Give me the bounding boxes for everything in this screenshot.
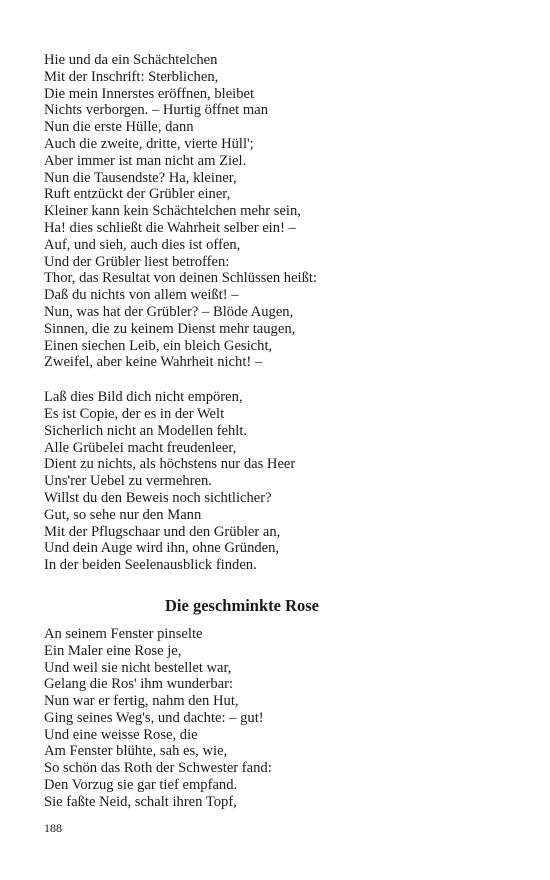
verse-line: So schön das Roth der Schwester fand: — [44, 760, 272, 777]
verse-line: Gelang die Ros' ihm wunderbar: — [44, 676, 234, 693]
verse-line: Dient zu nichts, als höchstens nur das Heer — [44, 456, 296, 473]
verse-line: Zweifel, aber keine Wahrheit nicht! – — [44, 354, 263, 371]
verse-line: Auch die zweite, dritte, vierte Hüll'; — [44, 135, 254, 152]
verse-line: Thor, das Resultat von deinen Schlüssen heißt: — [44, 270, 318, 287]
verse-line: Ein Maler eine Rose je, — [44, 642, 182, 659]
verse-line: Daß du nichts von allem weißt! – — [44, 287, 239, 304]
poem-page — [44, 52, 504, 811]
poem-title: Die geschminkte Rose — [165, 595, 319, 615]
verse-line: Die mein Innerstes eröffnen, bleibet — [44, 85, 255, 102]
verse-line: Sinnen, die zu keinem Dienst mehr taugen, — [44, 320, 296, 337]
verse-line: Es ist Copie, der es in der Welt — [44, 405, 225, 422]
poem1-stanza1 — [44, 52, 504, 371]
verse-line: Gut, so sehe nur den Mann — [44, 506, 202, 523]
verse-line: Und der Grübler liest betroffen: — [44, 253, 230, 270]
verse-line: Nun die erste Hülle, dann — [44, 119, 194, 136]
verse-line: Mit der Inschrift: Sterblichen, — [44, 68, 219, 85]
verse-line: Einen siechen Leib, ein bleich Gesicht, — [44, 337, 273, 354]
verse-line: Hie und da ein Schächtelchen — [44, 52, 218, 68]
verse-line: Kleiner kann kein Schächtelchen mehr sein, — [44, 203, 301, 220]
verse-line: In der beiden Seelenausblick finden. — [44, 557, 257, 574]
stanza-gap — [44, 371, 504, 389]
verse-line: Ruft entzückt der Grübler einer, — [44, 186, 231, 203]
verse-line: Ging seines Weg's, und dachte: – gut! — [44, 709, 264, 726]
verse-line: Laß dies Bild dich nicht empören, — [44, 389, 243, 406]
poem2-stanza1 — [44, 626, 504, 811]
verse-line: Mit der Pflugschaar und den Grübler an, — [44, 523, 281, 540]
verse-line: Und weil sie nicht bestellet war, — [44, 659, 232, 676]
verse-line: Am Fenster blühte, sah es, wie, — [44, 743, 228, 760]
verse-line: Nun die Tausendste? Ha, kleiner, — [44, 169, 237, 186]
verse-line: Und dein Auge wird ihn, ohne Gründen, — [44, 540, 280, 557]
page-number: 188 — [44, 821, 62, 835]
verse-line: Aber immer ist man nicht am Ziel. — [44, 152, 247, 169]
verse-line: An seinem Fenster pinselte — [44, 625, 203, 642]
verse-line: Und eine weisse Rose, die — [44, 726, 198, 743]
verse-line: Sicherlich nicht an Modellen fehlt. — [44, 422, 248, 439]
verse-line: Nichts verborgen. – Hurtig öffnet man — [44, 102, 268, 119]
verse-line: Ha! dies schließt die Wahrheit selber ein! – — [44, 219, 296, 236]
verse-line: Willst du den Beweis noch sichtlicher? — [44, 489, 272, 506]
verse-line: Sie faßte Neid, schalt ihren Topf, — [44, 793, 237, 810]
verse-line: Nun war er fertig, nahm den Hut, — [44, 693, 239, 710]
verse-line: Nun, was hat der Grübler? – Blöde Augen, — [44, 303, 294, 320]
verse-line: Den Vorzug sie gar tief empfand. — [44, 777, 238, 794]
verse-line: Alle Grübelei macht freudenleer, — [44, 439, 237, 456]
verse-line: Auf, und sieh, auch dies ist offen, — [44, 236, 241, 253]
poem1-stanza2 — [44, 389, 504, 574]
verse-line: Uns'rer Uebel zu vermehren. — [44, 473, 212, 490]
